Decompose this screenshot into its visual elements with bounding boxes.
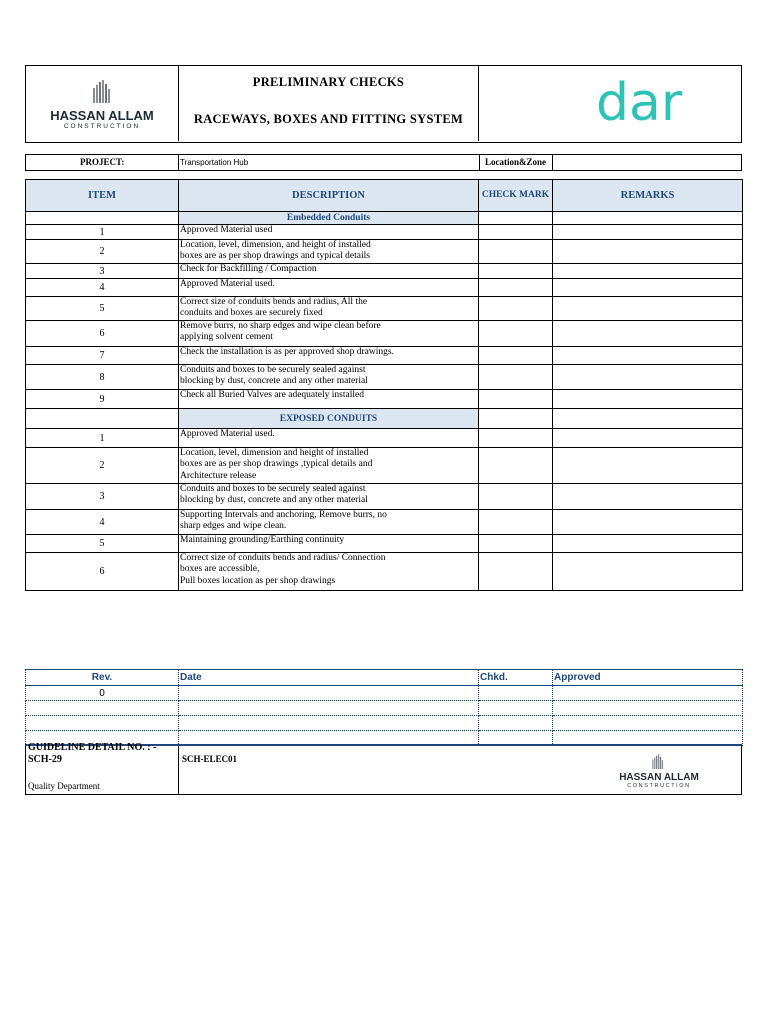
description-line: Supporting Intervals and anchoring, Remove burrs, no — [180, 510, 387, 520]
item-description — [179, 347, 479, 365]
footer-company-sub: CONSTRUCTION — [627, 783, 691, 789]
check-mark-cell[interactable] — [479, 535, 553, 553]
table-row — [26, 297, 743, 321]
item-description — [179, 365, 479, 390]
remarks-cell[interactable] — [553, 279, 743, 297]
item-number: 2 — [26, 448, 179, 484]
item-number: 6 — [26, 553, 179, 591]
guideline-label: GUIDELINE DETAIL NO. : - — [28, 742, 157, 753]
table-row — [26, 321, 743, 347]
date-header: Date — [179, 670, 479, 686]
form-footer — [25, 744, 742, 795]
company-name: HASSAN ALLAM — [50, 108, 154, 123]
rev-cell[interactable]: 0 — [26, 686, 179, 701]
divider — [178, 155, 179, 170]
check-mark-cell[interactable] — [479, 321, 553, 347]
remarks-cell[interactable] — [553, 321, 743, 347]
check-mark-cell[interactable] — [479, 297, 553, 321]
item-description — [179, 297, 479, 321]
table-row — [26, 553, 743, 591]
description-line: Check for Backfilling / Compaction — [180, 264, 317, 274]
table-header-row — [26, 180, 743, 212]
item-description — [179, 553, 479, 591]
revision-row — [26, 716, 743, 731]
footer-company-name: HASSAN ALLAM — [619, 772, 699, 783]
date-cell[interactable] — [179, 701, 479, 716]
section-row — [26, 409, 743, 429]
item-number: 4 — [26, 279, 179, 297]
table-row — [26, 429, 743, 448]
remarks-cell[interactable] — [553, 429, 743, 448]
check-mark-cell[interactable] — [479, 225, 553, 240]
table-row — [26, 279, 743, 297]
rev-cell[interactable] — [26, 701, 179, 716]
table-row — [26, 264, 743, 279]
chkd-cell[interactable] — [479, 716, 553, 731]
company-sub: CONSTRUCTION — [63, 123, 141, 130]
item-description — [179, 535, 479, 553]
item-description — [179, 429, 479, 448]
divider — [178, 746, 179, 795]
description-header: DESCRIPTION — [179, 180, 479, 212]
item-description — [179, 448, 479, 484]
item-number: 6 — [26, 321, 179, 347]
item-number: 5 — [26, 297, 179, 321]
check-mark-cell[interactable] — [479, 510, 553, 535]
item-description — [179, 510, 479, 535]
form-subtitle: RACEWAYS, BOXES AND FITTING SYSTEM — [193, 112, 464, 126]
remarks-cell[interactable] — [553, 225, 743, 240]
section-spacer — [479, 212, 553, 225]
check-mark-cell[interactable] — [479, 448, 553, 484]
company-logo-cell — [26, 66, 179, 141]
check-mark-cell[interactable] — [479, 264, 553, 279]
description-line: Location, level, dimension and height of installed — [180, 448, 369, 458]
section-title: EXPOSED CONDUITS — [179, 409, 479, 429]
item-description — [179, 240, 479, 264]
check-mark-cell[interactable] — [479, 429, 553, 448]
item-header: ITEM — [26, 180, 179, 212]
section-spacer — [479, 409, 553, 429]
remarks-header: REMARKS — [553, 180, 743, 212]
revision-row — [26, 701, 743, 716]
approved-cell[interactable] — [553, 716, 743, 731]
table-row — [26, 448, 743, 484]
chkd-cell[interactable] — [479, 686, 553, 701]
check-mark-cell[interactable] — [479, 240, 553, 264]
description-line: sharp edges and wipe clean. — [180, 521, 287, 532]
description-line: applying solvent cement — [180, 332, 273, 343]
form-title: PRELIMINARY CHECKS — [252, 75, 405, 89]
title-cell — [179, 66, 479, 141]
remarks-cell[interactable] — [553, 390, 743, 409]
description-line: Approved Material used. — [180, 429, 275, 439]
date-cell[interactable] — [179, 716, 479, 731]
project-label: PROJECT: — [80, 157, 125, 167]
remarks-cell[interactable] — [553, 553, 743, 591]
item-number: 9 — [26, 390, 179, 409]
check-mark-cell[interactable] — [479, 279, 553, 297]
description-line: Maintaining grounding/Earthing continuity — [180, 535, 345, 545]
section-title: Embedded Conduits — [179, 212, 479, 225]
checklist-table — [25, 179, 743, 591]
date-cell[interactable] — [179, 686, 479, 701]
table-row — [26, 484, 743, 510]
check-mark-header: CHECK MARK — [479, 180, 553, 212]
rev-cell[interactable] — [26, 716, 179, 731]
description-line: Conduits and boxes to be securely sealed against — [180, 484, 366, 494]
description-line: Location, level, dimension, and height of installed — [180, 240, 371, 250]
section-row — [26, 212, 743, 225]
description-line: Check the installation is as per approved shop drawings. — [180, 347, 394, 357]
check-mark-cell[interactable] — [479, 484, 553, 510]
item-number: 1 — [26, 429, 179, 448]
revision-table — [25, 669, 743, 746]
description-line: Architecture release — [180, 470, 257, 481]
item-number: 3 — [26, 484, 179, 510]
item-number: 4 — [26, 510, 179, 535]
table-row — [26, 240, 743, 264]
description-line: Pull boxes location as per shop drawings — [180, 575, 336, 586]
revision-row — [26, 686, 743, 701]
item-number: 7 — [26, 347, 179, 365]
description-line: conduits and boxes are securely fixed — [180, 308, 323, 319]
approved-cell[interactable] — [553, 686, 743, 701]
description-line: Correct size of conduits bends and radius/ Connection — [180, 553, 386, 563]
chkd-cell[interactable] — [479, 701, 553, 716]
table-row — [26, 365, 743, 390]
section-spacer — [26, 409, 179, 429]
rev-header: Rev. — [26, 670, 179, 686]
department: Quality Department — [28, 781, 100, 791]
check-mark-cell[interactable] — [479, 553, 553, 591]
remarks-cell[interactable] — [553, 347, 743, 365]
description-line: Correct size of conduits bends and radius, All the — [180, 297, 368, 307]
item-number: 8 — [26, 365, 179, 390]
remarks-cell[interactable] — [553, 264, 743, 279]
remarks-cell[interactable] — [553, 510, 743, 535]
project-row — [25, 154, 742, 171]
description-line: blocking by dust, concrete and any other material — [180, 495, 368, 506]
description-line: blocking by dust, concrete and any other material — [180, 376, 368, 387]
approved-header: Approved — [553, 670, 743, 686]
section-spacer — [553, 212, 743, 225]
item-number: 3 — [26, 264, 179, 279]
section-spacer — [26, 212, 179, 225]
remarks-cell[interactable] — [553, 535, 743, 553]
description-line: boxes are as per shop drawings ,typical details and — [180, 459, 373, 470]
table-row — [26, 225, 743, 240]
check-mark-cell[interactable] — [479, 347, 553, 365]
description-line: Remove burrs, no sharp edges and wipe clean before — [180, 321, 381, 331]
building-icon — [651, 754, 665, 770]
item-description — [179, 484, 479, 510]
checklist-body — [26, 212, 743, 591]
remarks-cell[interactable] — [553, 448, 743, 484]
project-value[interactable]: Transportation Hub — [180, 158, 249, 167]
item-description — [179, 264, 479, 279]
divider — [552, 155, 553, 170]
remarks-cell[interactable] — [553, 240, 743, 264]
revision-header-row — [26, 670, 743, 686]
item-number: 1 — [26, 225, 179, 240]
form-header — [25, 65, 742, 143]
description-line: Approved Material used. — [180, 279, 275, 289]
table-row — [26, 390, 743, 409]
item-description — [179, 279, 479, 297]
guideline-code: SCH-29 — [28, 754, 62, 765]
description-line: boxes are accessible, — [180, 564, 260, 575]
table-row — [26, 347, 743, 365]
approved-cell[interactable] — [553, 701, 743, 716]
table-row — [26, 510, 743, 535]
client-logo: dar — [596, 73, 683, 133]
remarks-cell[interactable] — [553, 365, 743, 390]
table-row — [26, 535, 743, 553]
divider — [479, 155, 480, 170]
description-line: Approved Material used — [180, 225, 273, 235]
check-mark-cell[interactable] — [479, 390, 553, 409]
description-line: boxes are as per shop drawings and typical details — [180, 251, 370, 262]
check-mark-cell[interactable] — [479, 365, 553, 390]
item-description — [179, 225, 479, 240]
item-description — [179, 390, 479, 409]
building-icon — [91, 80, 113, 104]
description-line: Check all Buried Valves are adequately installed — [180, 390, 364, 400]
location-label: Location&Zone — [485, 157, 547, 167]
description-line: Conduits and boxes to be securely sealed against — [180, 365, 366, 375]
item-number: 2 — [26, 240, 179, 264]
remarks-cell[interactable] — [553, 297, 743, 321]
item-number: 5 — [26, 535, 179, 553]
section-spacer — [553, 409, 743, 429]
remarks-cell[interactable] — [553, 484, 743, 510]
item-description — [179, 321, 479, 347]
doc-code: SCH-ELEC01 — [182, 754, 238, 764]
chkd-header: Chkd. — [479, 670, 553, 686]
